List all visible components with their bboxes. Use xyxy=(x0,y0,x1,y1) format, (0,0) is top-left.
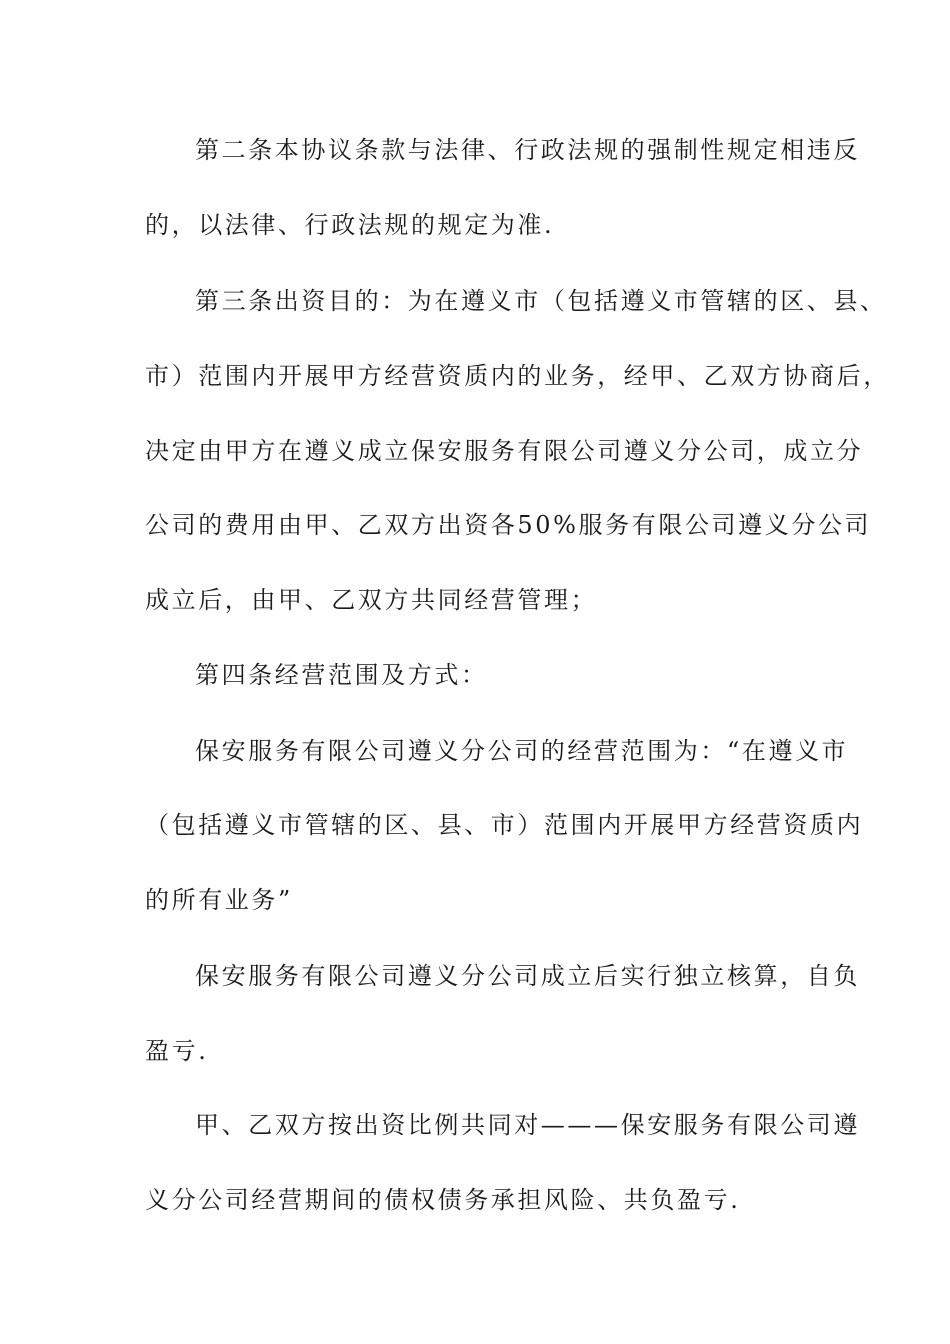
article-3-line-2: 市）范围内开展甲方经营资质内的业务，经甲、乙双方协商后， xyxy=(145,362,890,390)
liability-line-1: 甲、乙双方按出资比例共同对———保安服务有限公司遵 xyxy=(195,1111,860,1139)
article-3-line-1: 第三条出资目的：为在遵义市（包括遵义市管辖的区、县、 xyxy=(195,287,887,315)
article-2-line-2: 的，以法律、行政法规的规定为准. xyxy=(145,211,555,239)
article-3-line-5: 成立后，由甲、乙双方共同经营管理； xyxy=(145,586,598,614)
article-3-line-3: 决定由甲方在遵义成立保安服务有限公司遵义分公司，成立分 xyxy=(145,437,864,465)
liability-line-2: 义分公司经营期间的债权债务承担风险、共负盈亏. xyxy=(145,1186,741,1214)
article-3-line-4: 公司的费用由甲、乙双方出资各50%服务有限公司遵义分公司 xyxy=(145,511,872,539)
scope-line-1: 保安服务有限公司遵义分公司的经营范围为：“在遵义市 xyxy=(195,737,849,765)
scope-line-2: （包括遵义市管辖的区、县、市）范围内开展甲方经营资质内 xyxy=(145,811,864,839)
accounting-line-1: 保安服务有限公司遵义分公司成立后实行独立核算，自负 xyxy=(195,962,860,990)
scope-line-3: 的所有业务” xyxy=(145,886,293,914)
article-2-line-1: 第二条本协议条款与法律、行政法规的强制性规定相违反 xyxy=(195,136,860,164)
accounting-line-2: 盈亏. xyxy=(145,1037,209,1065)
article-4-heading: 第四条经营范围及方式： xyxy=(195,661,488,689)
